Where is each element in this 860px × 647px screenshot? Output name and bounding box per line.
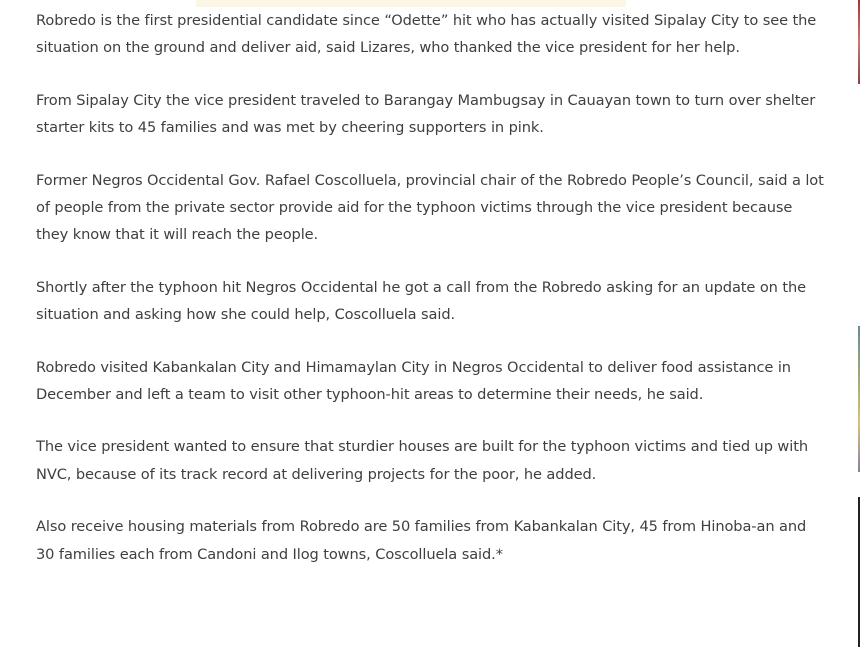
article-paragraph: Also receive housing materials from Robredo are 50 families from Kabankalan City, 45 from Hinoba-an and 30 families each from Candoni and Ilog towns, Coscolluela said.* bbox=[36, 518, 807, 563]
article-paragraph: Robredo is the first presidential candidate since “Odette” hit who has actually visited Sipalay City to see the situation on the ground and deliver aid, said Lizares, who thanked the vice president for her help. bbox=[36, 12, 817, 57]
top-banner-strip bbox=[196, 0, 626, 7]
article-paragraph: Robredo visited Kabankalan City and Himamaylan City in Negros Occidental to deliver food assistance in December and left a team to visit other typhoon-hit areas to determine their needs, he said. bbox=[36, 358, 791, 404]
article-paragraph: Shortly after the typhoon hit Negros Occidental he got a call from the Robredo asking for an update on the situation and asking how she could help, Coscolluela said. bbox=[36, 278, 807, 324]
article-paragraph: Former Negros Occidental Gov. Rafael Coscolluela, provincial chair of the Robredo People’s Council, said a lot of people from the private sector provide aid for the typhoon victims through the vice president because they know that it will reach the people. bbox=[36, 171, 824, 244]
article-paragraph: The vice president wanted to ensure that sturdier houses are built for the typhoon victims and tied up with NVC, because of its track record at delivering projects for the poor, he added. bbox=[36, 438, 808, 483]
article-body bbox=[36, 7, 826, 593]
article-paragraph: From Sipalay City the vice president traveled to Barangay Mambugsay in Cauayan town to turn over shelter starter kits to 45 families and was met by cheering supporters in pink. bbox=[36, 91, 816, 137]
